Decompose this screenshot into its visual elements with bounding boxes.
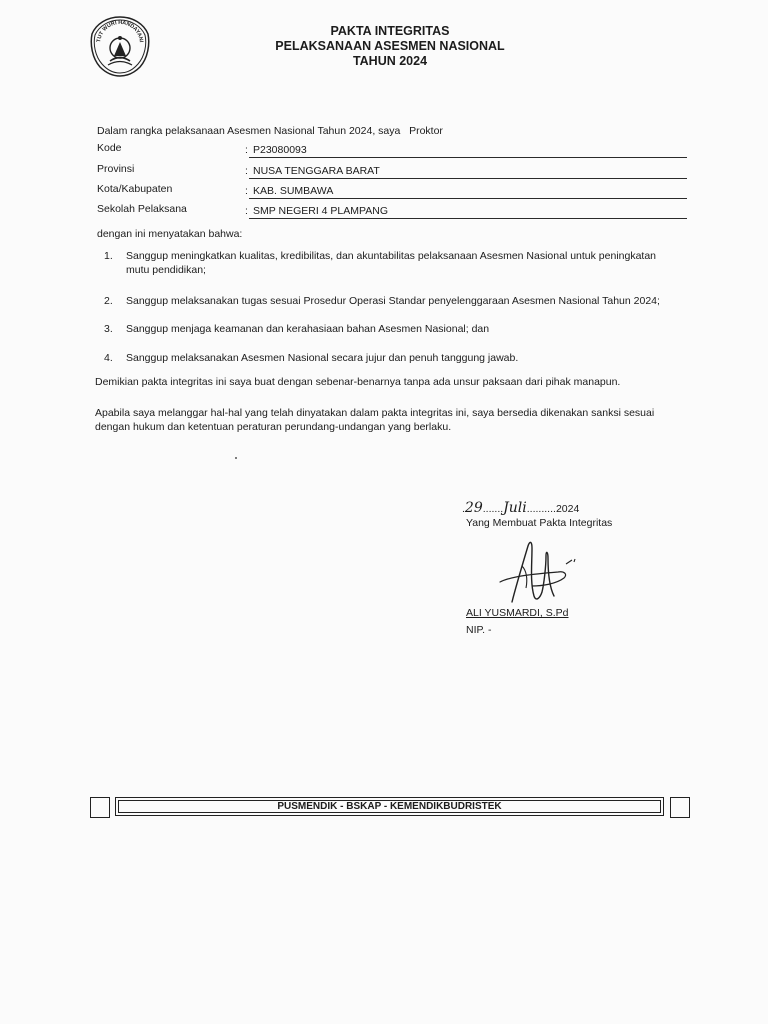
list-item-number: 3. <box>104 323 113 335</box>
field-colon: : <box>245 165 248 177</box>
list-item-number: 2. <box>104 295 113 307</box>
field-colon: : <box>245 185 248 197</box>
field-label: Sekolah Pelaksana <box>97 203 187 215</box>
signature-role: Yang Membuat Pakta Integritas <box>466 517 613 529</box>
field-underline <box>249 157 687 158</box>
signature-year: 2024 <box>555 503 580 515</box>
field-colon: : <box>245 144 248 156</box>
declaration-intro: dengan ini menyatakan bahwa: <box>97 228 243 240</box>
field-kode <box>97 142 687 158</box>
list-item-text: Sanggup melaksanakan tugas sesuai Prosedur Operasi Standar penyelenggaraan Asesmen Nasional Tahun 2024; <box>126 295 660 307</box>
tut-wuri-handayani-logo <box>88 14 152 78</box>
field-colon: : <box>245 205 248 217</box>
signature-date: .29.......Juli..........2024 <box>462 500 580 516</box>
sanction-paragraph: Apabila saya melanggar hal-hal yang telah dinyatakan dalam pakta integritas ini, saya bersedia dikenakan sanksi sesuai dengan hukum dan ketentuan peraturan perundang-undangan yang berlaku. <box>95 407 655 433</box>
field-sekolah-pelaksana <box>97 203 687 219</box>
field-label: Provinsi <box>97 163 135 175</box>
footer-band <box>115 797 664 816</box>
field-underline <box>249 198 687 199</box>
title-line-1: PAKTA INTEGRITAS <box>330 24 450 38</box>
field-provinsi <box>97 163 687 179</box>
field-label: Kode <box>97 142 122 154</box>
list-item-number: 1. <box>104 250 113 262</box>
footer-label: PUSMENDIK - BSKAP - KEMENDIKBUDRISTEK <box>118 800 661 813</box>
signer-name: ALI YUSMARDI, S.Pd <box>466 607 569 619</box>
handwritten-signature <box>482 536 592 606</box>
svg-text:TUT WURI HANDAYANI: TUT WURI HANDAYANI <box>96 19 144 43</box>
list-item-number: 4. <box>104 352 113 364</box>
signature-day: 29 <box>464 500 483 516</box>
field-label: Kota/Kabupaten <box>97 183 173 195</box>
list-item-text: Sanggup menjaga keamanan dan kerahasiaan bahan Asesmen Nasional; dan <box>126 323 490 335</box>
list-item-text: Sanggup meningkatkan kualitas, kredibilitas, dan akuntabilitas pelaksanaan Asesmen Nasional untuk peningkatan mutu pendidikan; <box>126 250 657 276</box>
field-value: SMP NEGERI 4 PLAMPANG <box>253 205 388 217</box>
footer-box-left <box>90 797 110 818</box>
field-kota-kabupaten <box>97 183 687 199</box>
document-title <box>220 24 560 69</box>
field-underline <box>249 218 687 219</box>
speck <box>235 457 237 459</box>
field-value: KAB. SUMBAWA <box>253 185 334 197</box>
field-underline <box>249 178 687 179</box>
field-value: NUSA TENGGARA BARAT <box>253 165 380 177</box>
intro-text: Dalam rangka pelaksanaan Asesmen Nasional Tahun 2024, saya Proktor <box>97 125 443 137</box>
footer-box-right <box>670 797 690 818</box>
list-item-text: Sanggup melaksanakan Asesmen Nasional secara jujur dan penuh tanggung jawab. <box>126 352 519 364</box>
title-line-2: PELAKSANAAN ASESMEN NASIONAL <box>275 39 505 53</box>
field-value: P23080093 <box>253 144 307 156</box>
title-line-3: TAHUN 2024 <box>352 54 428 68</box>
signature-month: Juli <box>503 500 527 516</box>
signer-nip: NIP. - <box>466 624 492 636</box>
closing-paragraph: Demikian pakta integritas ini saya buat dengan sebenar-benarnya tanpa ada unsur paksaan dari pihak manapun. <box>95 376 621 388</box>
